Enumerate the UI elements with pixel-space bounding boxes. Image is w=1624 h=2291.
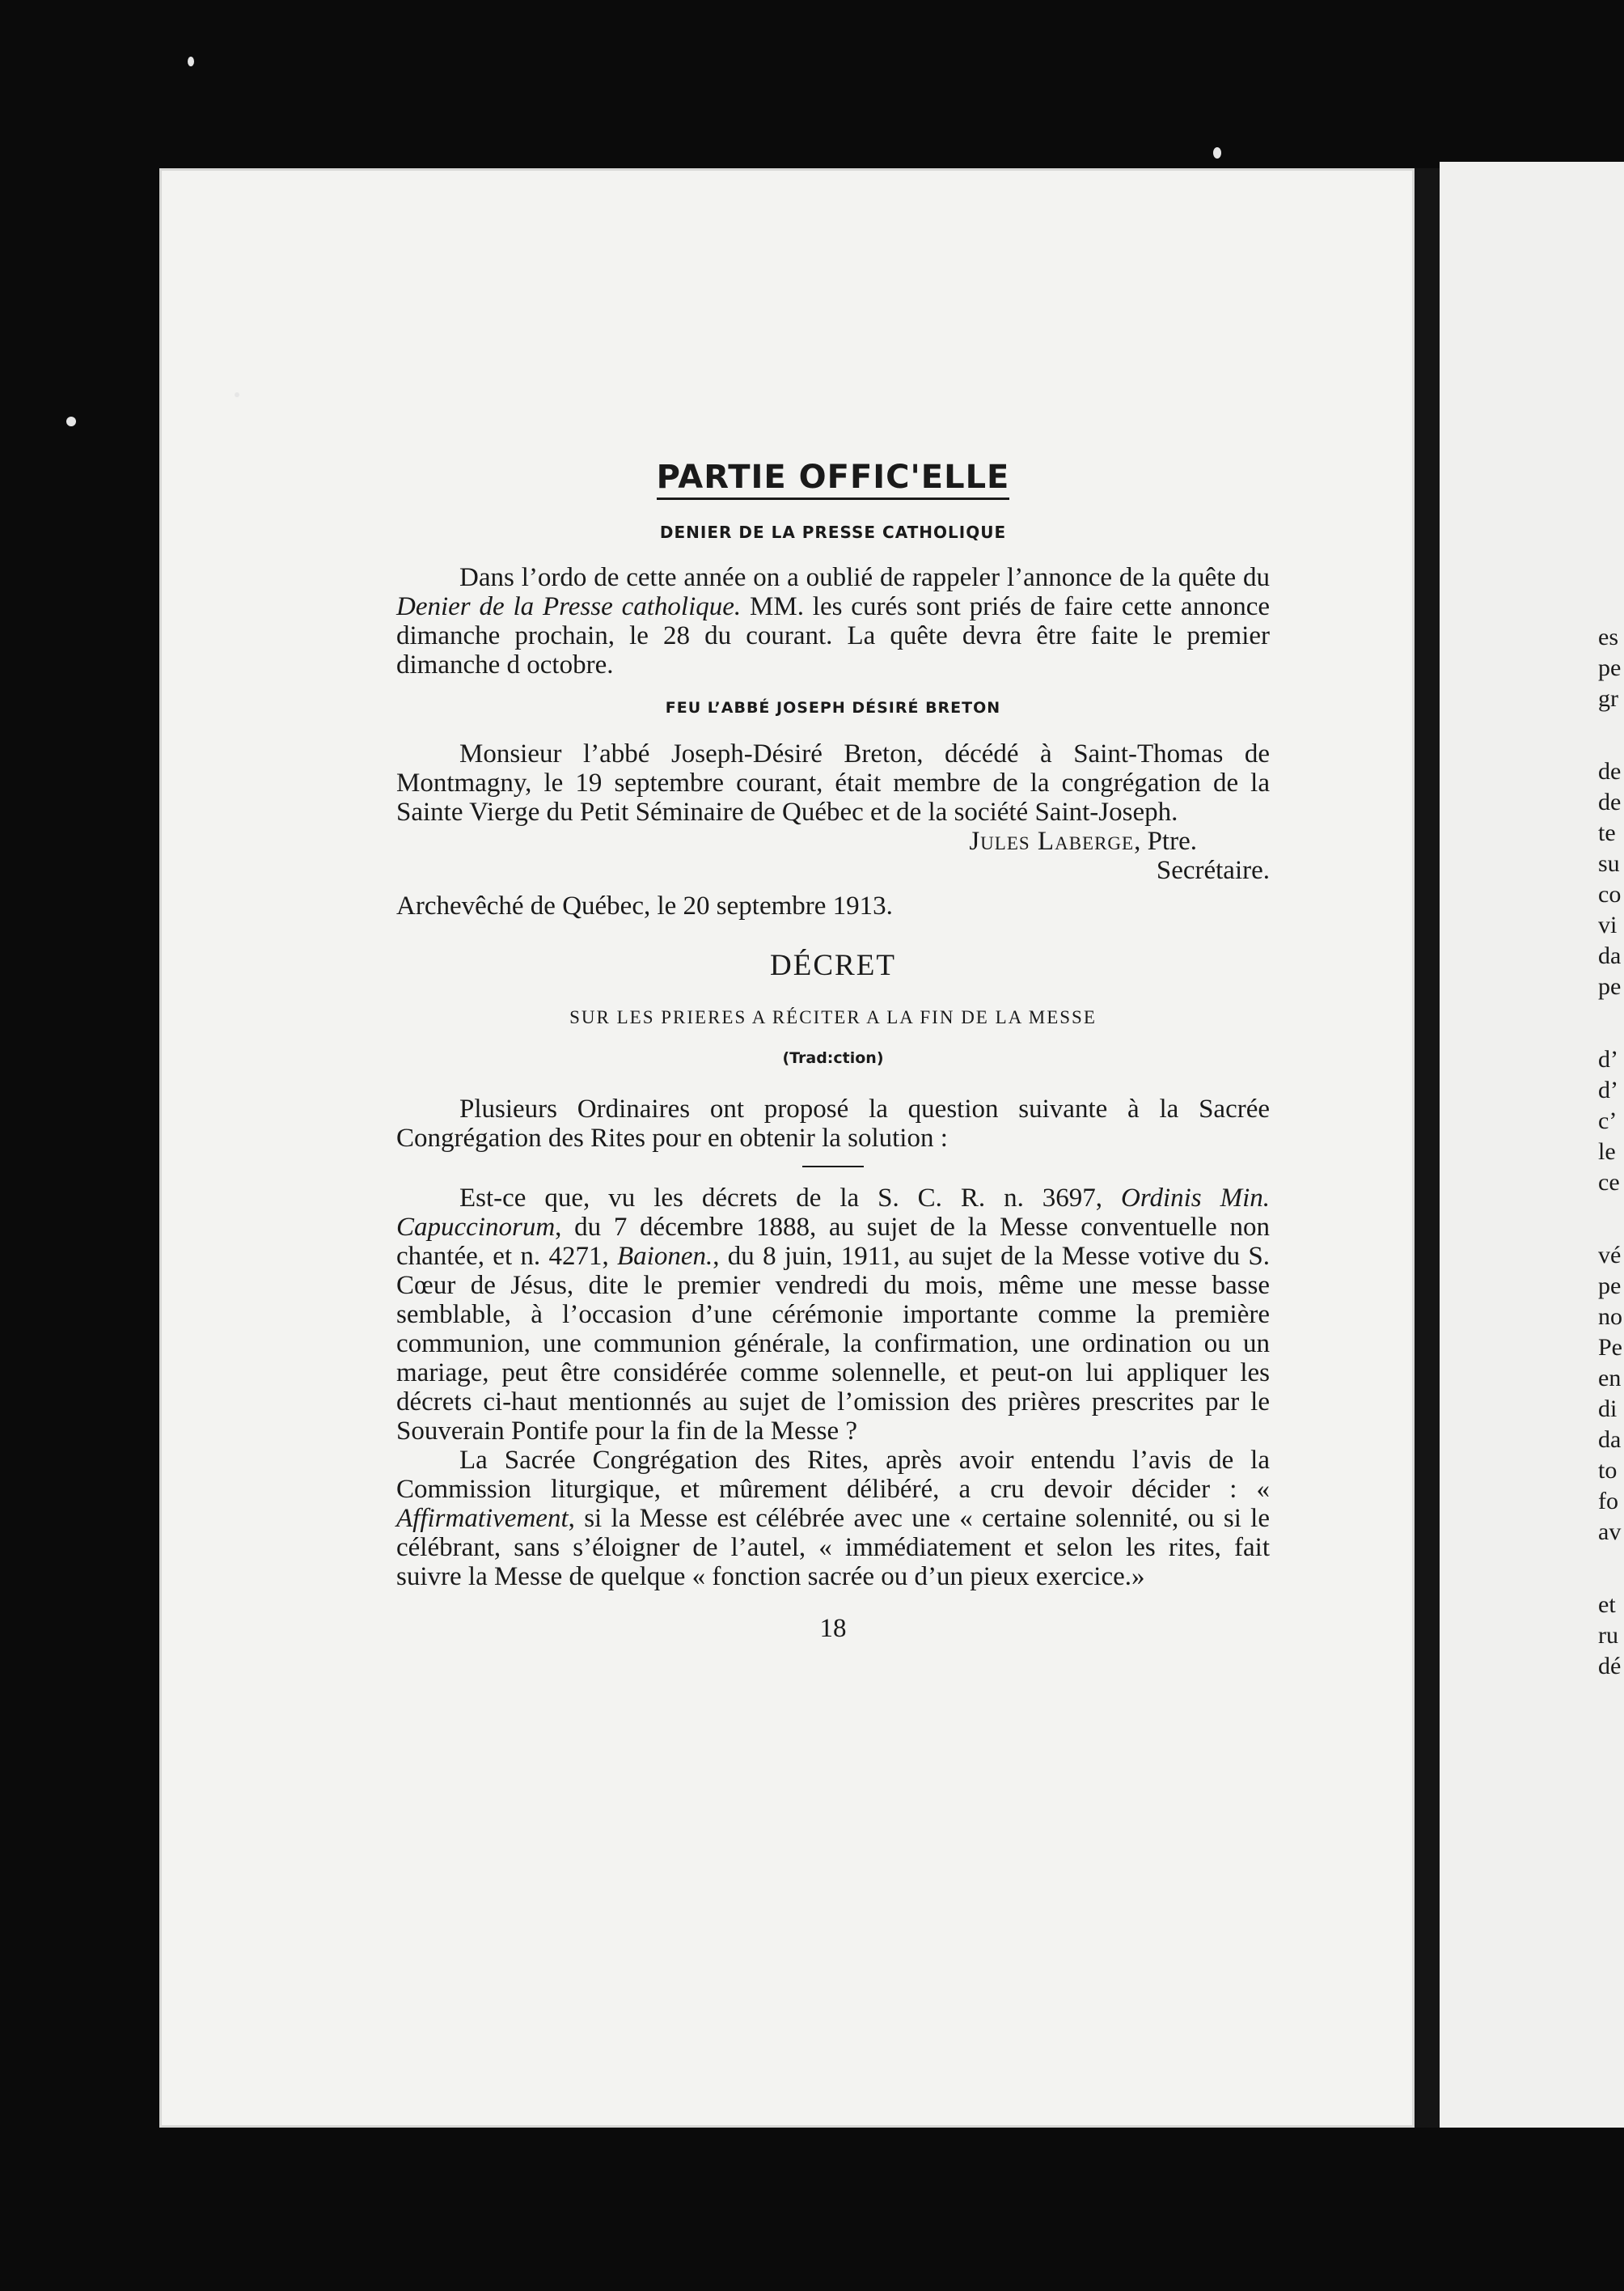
facing-page-fragment: gr: [1598, 685, 1618, 712]
facing-page-fragment: de: [1598, 789, 1622, 815]
paragraph-decision: La Sacrée Congrégation des Rites, après avoir entendu l’avis de la Commission liturgique, et mûrement délibéré, a cru devoir décider : « Affirmativement, si la Messe est célébrée avec une « certaine solennité, ou si le célébrant, sans s’éloigner de l’autel, « immédiatement et selon les rites, fait suivre la Messe de quelque « fonction sacrée ou d’un pieux exercice.»: [396, 1446, 1270, 1591]
facing-page-fragment: fo: [1598, 1488, 1618, 1514]
facing-page-fragment: en: [1598, 1365, 1622, 1391]
place-date: Archevêché de Québec, le 20 septembre 1913.: [396, 891, 893, 921]
facing-page-fragment: dé: [1598, 1653, 1622, 1679]
section-heading-breton: FEU L’ABBÉ JOSEPH DÉSIRÉ BRETON: [665, 699, 1001, 717]
traduction-label: (Trad:ction): [782, 1049, 884, 1067]
facing-page-fragment: d’: [1598, 1077, 1618, 1103]
signature-name: Jules Laberge, Ptre.: [969, 827, 1197, 856]
page-title: PARTIE OFFIC'ELLE: [657, 459, 1010, 500]
document-body: [396, 453, 1270, 1644]
facing-page-fragment: di: [1598, 1395, 1618, 1422]
paragraph-breton: Monsieur l’abbé Joseph-Désiré Breton, décédé à Saint-Thomas de Montmagny, le 19 septembre courant, était membre de la congrégation de la Sainte Vierge du Petit Séminaire de Québec et de la société Saint-Joseph.: [396, 739, 1270, 827]
right-page: [1440, 162, 1624, 2128]
paragraph-question-intro: Plusieurs Ordinaires ont proposé la question suivante à la Sacrée Congrégation des Rites pour en obtenir la solution :: [396, 1095, 1270, 1153]
facing-page-fragment: d’: [1598, 1046, 1618, 1073]
facing-page-fragment: c’: [1598, 1107, 1618, 1134]
facing-page-fragment: Pe: [1598, 1334, 1622, 1361]
divider-rule: [802, 1166, 864, 1167]
facing-page-fragment: no: [1598, 1303, 1622, 1330]
facing-page-fragment: ce: [1598, 1169, 1620, 1196]
facing-page-fragment: pe: [1598, 654, 1622, 681]
dust-speck: [235, 392, 239, 397]
dust-speck: [66, 417, 76, 426]
facing-page-fragment: es: [1598, 624, 1618, 650]
facing-page-fragment: te: [1598, 819, 1616, 846]
facing-page-fragment: pe: [1598, 1273, 1622, 1299]
facing-page-fragment: to: [1598, 1457, 1618, 1484]
paragraph-question: Est-ce que, vu les décrets de la S. C. R. n. 3697, Ordinis Min. Capuccinorum, du 7 décembre 1888, au sujet de la Messe conventuelle non chantée, et n. 4271, Baionen., du 8 juin, 1911, au sujet de la Messe votive du S. Cœur de Jésus, dite le premier vendredi du mois, même une messe basse semblable, à l’occasion d’une cérémonie importante comme la première communion, une communion générale, la confirmation, une ordination ou un mariage, peut être considérée comme solennelle, et peut-on lui appliquer les décrets ci-haut mentionnés au sujet de l’omission des prières prescrites par le Souverain Pontife pour la fin de la Messe ?: [396, 1184, 1270, 1446]
decret-subtitle: SUR LES PRIERES A RÉCITER A LA FIN DE LA MESSE: [569, 1007, 1097, 1027]
facing-page-fragment: da: [1598, 942, 1622, 969]
decret-title: DÉCRET: [770, 949, 896, 982]
facing-page-fragment: vé: [1598, 1242, 1622, 1268]
dust-speck: [188, 57, 194, 66]
facing-page-fragment: co: [1598, 881, 1622, 908]
facing-page-fragment: le: [1598, 1138, 1616, 1165]
section-heading-denier: DENIER DE LA PRESSE CATHOLIQUE: [659, 523, 1007, 542]
facing-page-fragment: de: [1598, 758, 1622, 785]
facing-page-fragment: av: [1598, 1518, 1622, 1545]
paragraph-denier: Dans l’ordo de cette année on a oublié de rappeler l’annonce de la quête du Denier de la Presse catholique. MM. les curés sont priés de faire cette annonce dimanche prochain, le 28 du courant. La quête devra être faite le premier dimanche d octobre.: [396, 563, 1270, 680]
facing-page-fragment: pe: [1598, 973, 1622, 1000]
facing-page-fragment: ru: [1598, 1622, 1618, 1649]
facing-page-fragment: vi: [1598, 912, 1618, 938]
facing-page-fragment: et: [1598, 1591, 1616, 1618]
facing-page-fragment: da: [1598, 1426, 1622, 1453]
dust-speck: [1213, 147, 1221, 159]
facing-page-fragment: su: [1598, 850, 1620, 877]
page-fold: [1415, 168, 1440, 2128]
page-number: 18: [819, 1614, 847, 1643]
signature-title: Secrétaire.: [1156, 856, 1270, 885]
